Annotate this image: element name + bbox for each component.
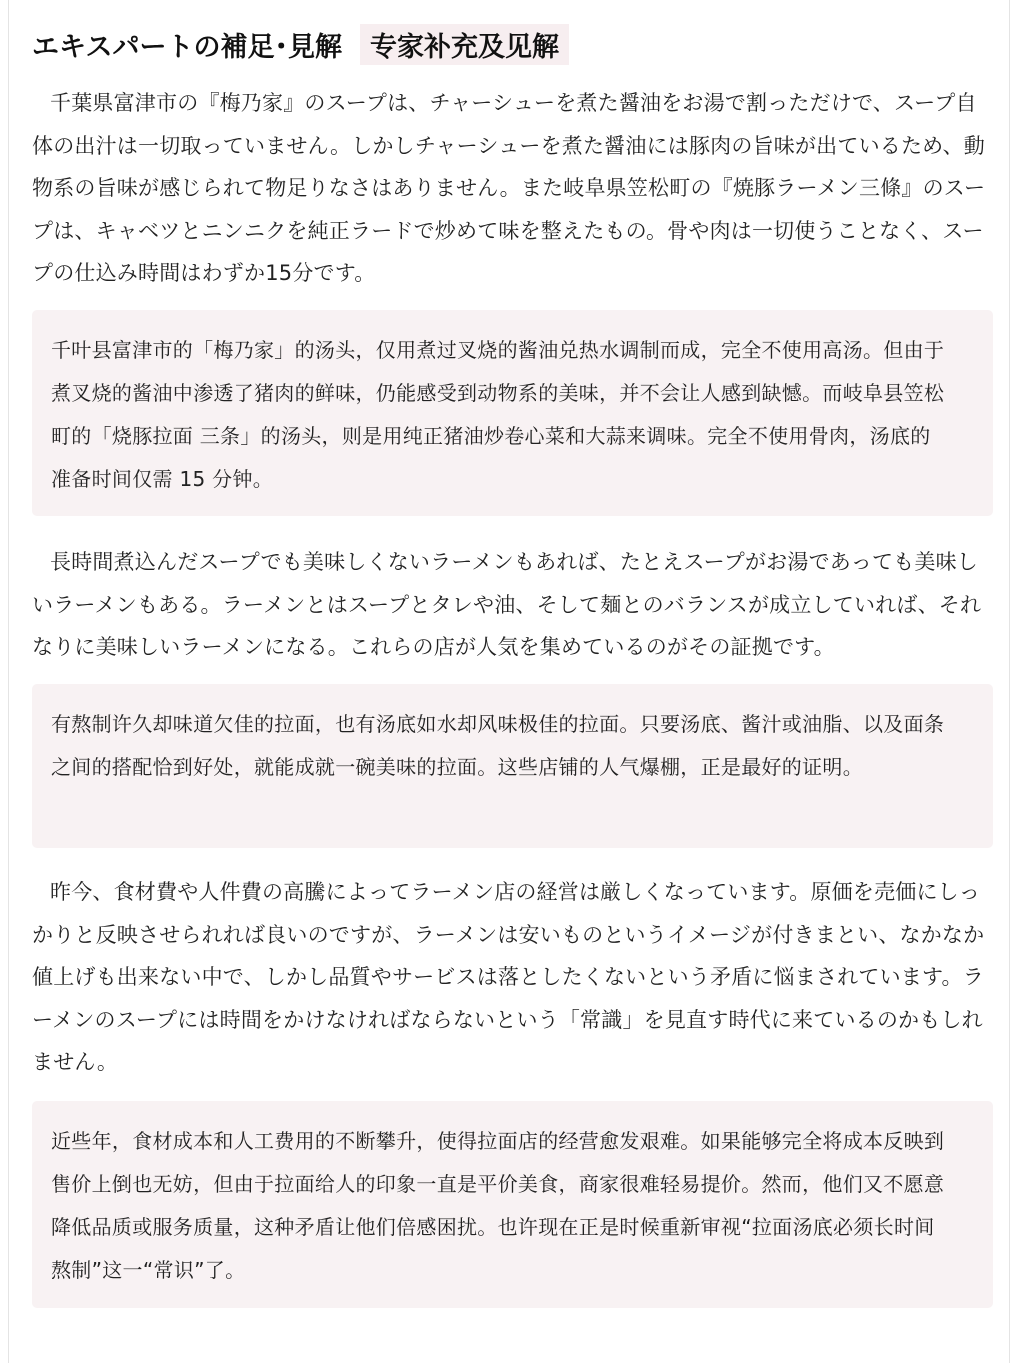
section-heading-jp: エキスパートの補足･見解 [32, 31, 342, 63]
paragraph-zh: 千叶县富津市的「梅乃家」的汤头，仅用煮过叉烧的酱油兑热水调制而成，完全不使用高汤。但由于煮叉烧的酱油中渗透了猪肉的鲜味，仍能感受到动物系的美味，并不会让人感到缺憾。而岐阜县笠松町的「烧豚拉面 三条」的汤头，则是用纯正猪油炒卷心菜和大蒜来调味。完全不使用骨肉，汤底的准备时间仅需 15 分钟。 [51, 338, 945, 491]
translation-box [32, 310, 993, 516]
paragraph-jp: 千葉県富津市の『梅乃家』のスープは、チャーシューを煮た醤油をお湯で割っただけで、スープ自体の出汁は一切取っていません。しかしチャーシューを煮た醤油には豚肉の旨味が出ているため、動物系の旨味が感じられて物足りなさはありません。また岐阜県笠松町の『焼豚ラーメン三條』のスープは、キャベツとニンニクを純正ラードで炒めて味を整えたもの。骨や肉は一切使うことなく、スープの仕込み時間はわずか15分です。 [32, 91, 986, 285]
paragraph-zh: 有熬制许久却味道欠佳的拉面，也有汤底如水却风味极佳的拉面。只要汤底、酱汁或油脂、以及面条之间的搭配恰到好处，就能成就一碗美味的拉面。这些店铺的人气爆棚，正是最好的证明。 [51, 712, 945, 779]
translation-box [32, 1101, 993, 1308]
section-heading-zh: 专家补充及见解 [360, 24, 569, 65]
paragraph-jp: 昨今、食材費や人件費の高騰によってラーメン店の経営は厳しくなっています。原価を売価にしっかりと反映させられれば良いのですが、ラーメンは安いものというイメージが付きまとい、なかなか値上げも出来ない中で、しかし品質やサービスは落としたくないという矛盾に悩まされています。ラーメンのスープには時間をかけなければならないという「常識」を見直す時代に来ているのかもしれません。 [32, 880, 985, 1074]
section-heading [32, 24, 569, 64]
paragraph-zh: 近些年，食材成本和人工费用的不断攀升，使得拉面店的经营愈发艰难。如果能够完全将成本反映到售价上倒也无妨，但由于拉面给人的印象一直是平价美食，商家很难轻易提价。然而，他们又不愿意降低品质或服务质量，这种矛盾让他们倍感困扰。也许现在正是时候重新审视“拉面汤底必须长时间熬制”这一“常识”了。 [51, 1129, 945, 1282]
paragraph-jp: 長時間煮込んだスープでも美味しくないラーメンもあれば、たとえスープがお湯であっても美味しいラーメンもある。ラーメンとはスープとタレや油、そして麺とのバランスが成立していれば、それなりに美味しいラーメンになる。これらの店が人気を集めているのがその証拠です。 [32, 550, 982, 659]
translation-box [32, 684, 993, 848]
